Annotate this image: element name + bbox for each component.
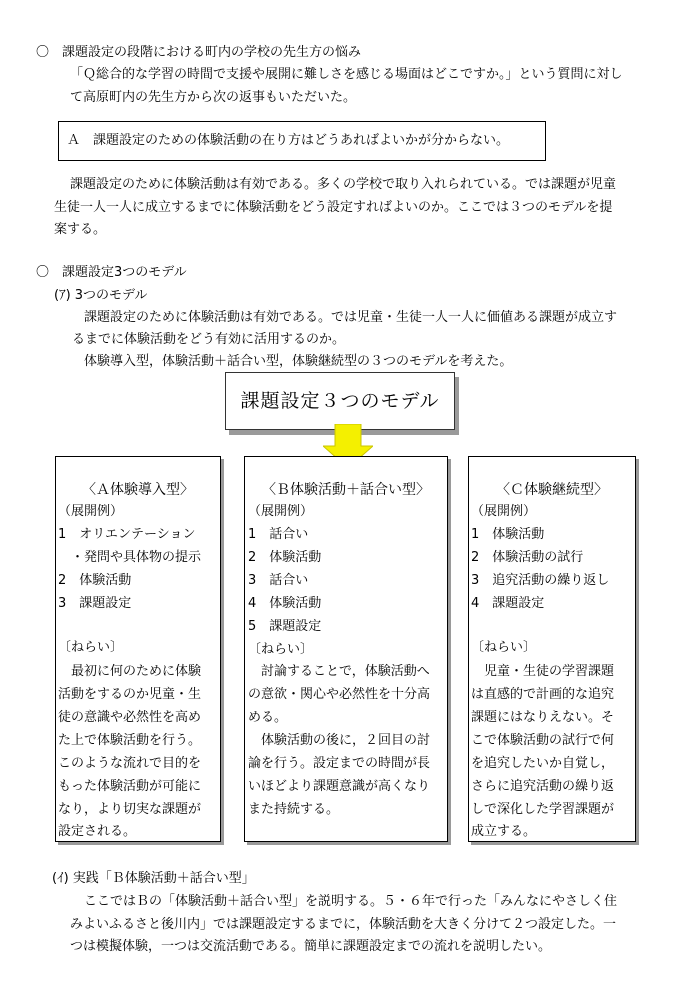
model-c-aim-line: 課題にはなりえない。そ <box>471 710 615 725</box>
section1-body-line: 案する。 <box>54 222 107 237</box>
model-c-step: 2 体験活動の試行 <box>471 550 584 565</box>
model-c-aim-line: しで深化した学習課題が <box>471 802 615 817</box>
model-c-aim-line: 成立する。 <box>471 824 537 839</box>
model-a-step: 1 オリエンテーション <box>58 527 196 542</box>
model-c-example-label: （展開例） <box>471 504 537 519</box>
model-b-step: 5 課題設定 <box>248 619 322 634</box>
section3-body-line: つは模擬体験，一つは交流活動である。簡単に課題設定までの流れを説明したい。 <box>70 939 552 954</box>
model-a-example-label: （展開例） <box>58 504 124 519</box>
model-a-step: 3 課題設定 <box>58 596 132 611</box>
section2-body-line: 体験導入型，体験活動＋話合い型，体験継続型の３つのモデルを考えた。 <box>84 354 513 369</box>
model-a-aim-label: 〔ねらい〕 <box>58 640 124 655</box>
section3-body-line: ここではＢの「体験活動＋話合い型」を説明する。５・６年で行った「みんなにやさしく住 <box>84 894 618 909</box>
section1-body-line: 課題設定のために体験活動は有効である。多くの学校で取り入れられている。では課題が児童 <box>70 177 617 192</box>
model-c-aim-line: さらに追究活動の繰り返 <box>471 779 615 794</box>
model-b-aim-label: 〔ねらい〕 <box>248 642 314 657</box>
model-c-title: 〈Ｃ体験継続型〉 <box>496 482 608 498</box>
answer-box <box>58 121 546 161</box>
model-a-title: 〈Ａ体験導入型〉 <box>82 482 194 498</box>
model-a-aim-line: 最初に何のために体験 <box>58 664 202 679</box>
diagram-title: 課題設定３つのモデル <box>240 390 440 412</box>
section2-body-line: 課題設定のために体験活動は有効である。では児童・生徒一人一人に価値ある課題が成立す <box>84 310 618 325</box>
model-a-aim-line: た上で体験活動を行う。 <box>58 733 202 748</box>
model-a-aim-line: 徒の意識や必然性を高め <box>58 710 202 725</box>
model-b-aim-line: また持続する。 <box>248 802 340 817</box>
model-c-aim-line: は直感的で計画的な追究 <box>471 687 615 702</box>
section1-intro-line: 「Ｑ総合的な学習の時間で支援や展開に難しさを感じる場面はどこですか。」という質問に対し <box>70 67 623 82</box>
model-a-aim-line: もった体験活動が可能に <box>58 779 202 794</box>
section1-intro-line: て高原町内の先生方から次の返事もいただいた。 <box>70 90 357 105</box>
model-b-step: 3 話合い <box>248 573 309 588</box>
section1-body-line: 生徒一人一人に成立するまでに体験活動をどう設定すればよいのか。ここでは３つのモデルを提 <box>54 200 613 215</box>
section2-body-line: るまでに体験活動をどう有効に活用するのか。 <box>72 332 346 347</box>
model-b-aim-line: 討論することで，体験活動へ <box>248 664 430 679</box>
section3-body-line: みよいふるさと後川内」では課題設定するまでに，体験活動を大きく分けて２つ設定した。一 <box>70 917 617 932</box>
model-c-step: 3 追究活動の繰り返し <box>471 573 610 588</box>
model-c-aim-label: 〔ねらい〕 <box>471 640 537 655</box>
model-c-aim-line: 児童・生徒の学習課題 <box>471 664 615 679</box>
model-b-aim-line: 体験活動の後に，２回目の討 <box>248 733 431 748</box>
answer-text: Ａ 課題設定のための体験活動の在り方はどうあればよいかが分からない。 <box>67 133 510 148</box>
model-a-aim-line: このような流れで目的を <box>58 756 202 771</box>
model-a-step: ・発問や具体物の提示 <box>58 550 202 565</box>
model-c-step: 4 課題設定 <box>471 596 545 611</box>
section3-subheading: (ｲ) 実践「Ｂ体験活動＋話合い型」 <box>52 871 255 886</box>
model-b-example-label: （展開例） <box>248 504 314 519</box>
model-b-aim-line: める。 <box>248 710 288 725</box>
model-c-box <box>468 456 636 842</box>
model-a-aim-line: 設定される。 <box>58 824 137 839</box>
model-c-aim-line: を追究したいか自覚し， <box>471 756 615 771</box>
model-b-aim-line: 論を行う。設定までの時間が長 <box>248 756 431 771</box>
model-b-aim-line: の意欲・関心や必然性を十分高 <box>248 687 431 702</box>
model-b-aim-line: いほどより課題意識が高くなり <box>248 779 431 794</box>
section1-heading: 〇 課題設定の段階における町内の学校の先生方の悩み <box>36 45 362 60</box>
model-a-aim-line: 活動をするのか児童・生 <box>58 687 202 702</box>
model-b-step: 4 体験活動 <box>248 596 322 611</box>
diagram-title-box <box>225 372 455 430</box>
section2-subheading: (ｱ) 3つのモデル <box>54 288 148 303</box>
model-b-title: 〈Ｂ体験活動＋話合い型〉 <box>262 482 430 498</box>
model-a-box <box>55 456 221 842</box>
model-b-step: 2 体験活動 <box>248 550 322 565</box>
model-b-box <box>244 456 448 842</box>
section2-heading: 〇 課題設定3つのモデル <box>36 265 187 280</box>
model-c-aim-line: こで体験活動の試行で何 <box>471 733 615 748</box>
model-b-step: 1 話合い <box>248 527 309 542</box>
model-a-aim-line: なり，より切実な課題が <box>58 802 202 817</box>
model-a-step: 2 体験活動 <box>58 573 132 588</box>
model-c-step: 1 体験活動 <box>471 527 545 542</box>
